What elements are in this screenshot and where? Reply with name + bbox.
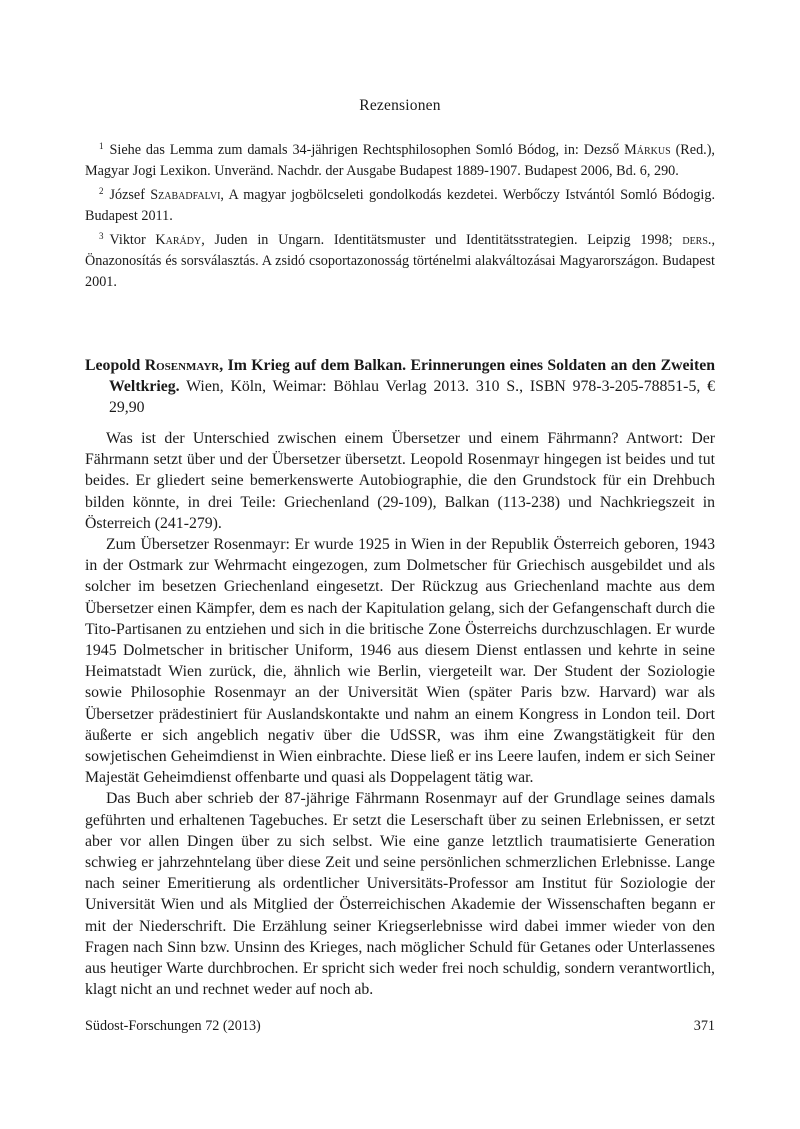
footnote-text: Siehe das Lemma zum damals 34-jährigen Rechtsphilosophen Somló Bódog, in: Dezső	[109, 142, 625, 158]
footnote-number: 2	[99, 186, 104, 197]
paragraph-1: Was ist der Unterschied zwischen einem Übersetzer und einem Fährmann? Antwort: Der Fährmann setzt über und der Übersetzer übersetzt. Leopold Rosenmayr hingegen ist beides und tut beides. Er gliedert seine bemerkenswerte Autobiographie, die den Grundstock für ein Drehbuch bilden könnte, in drei Teile: Griechenland (29-109), Balkan (113-238) und Nachkriegszeit in Österreich (241-279).	[85, 430, 715, 532]
journal-citation: Südost-Forschungen 72 (2013)	[85, 1018, 261, 1034]
publication-info: Wien, Köln, Weimar: Böhlau Verlag 2013. 310 S., ISBN 978-3-205-78851-5, € 29,90	[109, 378, 715, 416]
footnote-text: Viktor	[109, 232, 156, 249]
author-surname: Szabadfalvi	[150, 187, 221, 204]
footnote-text: , Juden in Ungarn. Identitätsmuster und Identitätsstrategien. Leipzig 1998;	[201, 232, 683, 249]
footnote-text: , A magyar jogbölcseleti gondolkodás kezdetei. Werbőczy Istvántól Somló Bódogig. Budapest 2011.	[85, 187, 715, 224]
footnote-number: 1	[99, 141, 104, 151]
footnotes	[85, 136, 715, 292]
page	[85, 0, 715, 1129]
author-surname: Karády	[155, 232, 202, 249]
page-number: 371	[693, 1018, 715, 1034]
footnote-text: József	[109, 187, 151, 204]
footnote-3	[85, 226, 715, 292]
book-title: , Im Krieg auf dem Balkan. Erinnerungen eines Soldaten an den Zweiten Weltkrieg.	[109, 357, 715, 395]
footnote-number: 3	[99, 231, 104, 242]
author-surname: Márkus	[624, 142, 671, 158]
running-head: Rezensionen	[359, 97, 441, 114]
ders-abbrev: ders.	[682, 232, 712, 249]
footnote-text: (Red.), Magyar Jogi Lexikon. Unveränd. Nachdr. der Ausgabe Budapest 1889-1907. Budapest 2006, Bd. 6, 290.	[85, 142, 715, 179]
footnote-2	[85, 181, 715, 226]
author-surname: Rosenmayr	[144, 357, 220, 374]
paragraph-3: Das Buch aber schrieb der 87-jährige Fährmann Rosenmayr auf der Grundlage seines damals geführten und erhaltenen Tagebuches. Er setzt die Leserschaft über zu seinen Erlebnissen, er setzt aber vor allen Dingen über zu sich selbst. Wie eine ganze letztlich traumatisierte Generation schwieg er jahrzehntelang über diese Zeit und seine persönlichen schmerzlichen Erlebnisse. Lange nach seiner Emeritierung als ordentlicher Universitäts-Professor am Institut für Soziologie der Universität Wien und als Mitglied der Österreichischen Akademie der Wissenschaften begann er mit der Niederschrift. Die Erzählung seiner Kriegserlebnisse wird dabei immer wieder von den Fragen nach Sinn bzw. Unsinn des Krieges, nach möglicher Schuld für Getanes oder Unterlassenes aus heutiger Warte durchbrochen. Er spricht sich weder frei noch schuldig, sondern verantwortlich, klagt nicht an und rechnet weder auf noch ab.	[85, 790, 715, 999]
review-heading	[85, 355, 715, 418]
paragraph-2: Zum Übersetzer Rosenmayr: Er wurde 1925 in Wien in der Republik Österreich geboren, 1943 in der Ostmark zur Wehrmacht eingezogen, zum Dolmetscher für Griechisch ausgebildet und als solcher im besetzen Griechenland eingesetzt. Der Rückzug aus Griechenland machte aus dem Übersetzer einen Kämpfer, dem es nach der Kapitulation gelang, sich der Gefangenschaft durch die Tito-Partisanen zu entziehen und sich in die britische Zone Österreichs durchzuschlagen. Er wurde 1945 Dolmetscher in britischer Uniform, 1946 aus diesem Dienst entlassen und kehrte in seine Heimatstadt Wien zurück, die, ähnlich wie Berlin, viergeteilt war. Der Student der Soziologie sowie Philosophie Rosenmayr an der Universität Wien (später Paris bzw. Harvard) war als Übersetzer prädestiniert für Auslandskontakte und nahm an einem Kongress in London teil. Dort äußerte er sich angeblich negativ über die UdSSR, was ihm eine Zwangstätigkeit für den sowjetischen Geheimdienst in Wien einbrachte. Diese ließ er ins Leere laufen, indem er sich Seiner Majestät Geheimdienst offenbarte und quasi als Doppelagent tätig war.	[85, 536, 715, 787]
footnote-text: , Önazonosítás és sorsválasztás. A zsidó csoportazonosság történelmi alakváltozásai Magyarországon. Budapest 2001.	[85, 232, 715, 290]
footnote-1	[85, 136, 715, 181]
review-body	[85, 428, 715, 1000]
author-first-name: Leopold	[85, 357, 145, 374]
